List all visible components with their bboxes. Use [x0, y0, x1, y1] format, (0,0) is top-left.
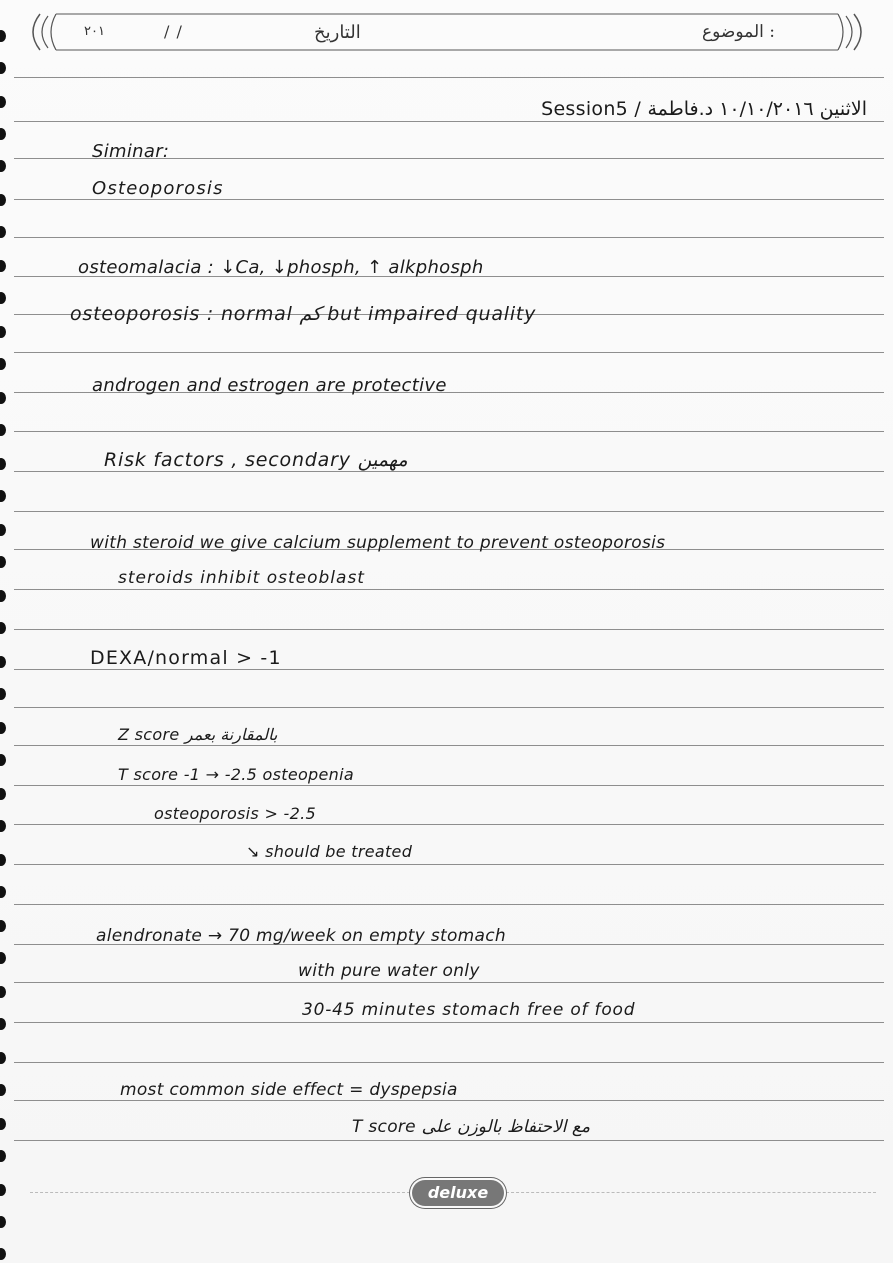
- ruled-line: [14, 237, 884, 238]
- note-zscore: Z score بالمقارنة بعمر: [118, 725, 278, 744]
- binder-hole: [0, 128, 6, 140]
- binder-hole: [0, 1216, 6, 1228]
- binder-hole: [0, 854, 6, 866]
- binder-hole: [0, 952, 6, 964]
- note-dexa: DEXA/normal > -1: [90, 647, 282, 669]
- ruled-line: [14, 745, 884, 746]
- ruled-line: [14, 199, 884, 200]
- binder-hole: [0, 194, 6, 206]
- binder-hole: [0, 656, 6, 668]
- binder-hole: [0, 30, 6, 42]
- binder-hole: [0, 1150, 6, 1162]
- ruled-line: [14, 511, 884, 512]
- binder-hole: [0, 590, 6, 602]
- binder-hole: [0, 1184, 6, 1196]
- binder-hole: [0, 986, 6, 998]
- ruled-line: [14, 121, 884, 122]
- binder-hole: [0, 820, 6, 832]
- note-androgen: androgen and estrogen are protective: [92, 375, 447, 396]
- note-osteoporosis-threshold: osteoporosis > -2.5: [154, 804, 316, 823]
- binder-hole: [0, 96, 6, 108]
- footer-dashed-line-right: [506, 1192, 876, 1193]
- ruled-line: [14, 471, 884, 472]
- binder-hole: [0, 326, 6, 338]
- header-year: ٢٠١: [84, 24, 105, 39]
- ruled-line: [14, 904, 884, 905]
- binder-hole: [0, 1084, 6, 1096]
- note-steroid: with steroid we give calcium supplement to prevent osteoporosis: [90, 533, 666, 553]
- note-steroid-inhibit: steroids inhibit osteoblast: [118, 568, 365, 588]
- ruled-line: [14, 352, 884, 353]
- binder-hole: [0, 226, 6, 238]
- binder-hole: [0, 524, 6, 536]
- header-subject-label: الموضوع :: [702, 22, 776, 42]
- ruled-line: [14, 707, 884, 708]
- page-header: [22, 10, 872, 54]
- note-topic: Osteoporosis: [92, 178, 224, 199]
- footer-dashed-line-left: [30, 1192, 410, 1193]
- ruled-line: [14, 77, 884, 78]
- binder-hole: [0, 622, 6, 634]
- note-osteoporosis-def: osteoporosis : normal كم but impaired quality: [70, 303, 537, 325]
- header-date: [84, 22, 384, 46]
- note-risk-factors: Risk factors , secondary مهمين: [104, 449, 408, 471]
- binder-hole: [0, 160, 6, 172]
- binder-hole: [0, 458, 6, 470]
- note-siminar: Siminar:: [92, 141, 170, 162]
- ruled-line: [14, 1062, 884, 1063]
- note-osteomalacia: osteomalacia : ↓Ca, ↓phosph, ↑ alkphosph: [78, 257, 484, 278]
- ruled-line: [14, 785, 884, 786]
- ruled-line: [14, 629, 884, 630]
- binder-hole: [0, 292, 6, 304]
- binder-hole: [0, 754, 6, 766]
- binder-hole: [0, 358, 6, 370]
- note-session: Session5 / الاثنين ١٠/١٠/٢٠١٦ د.فاطمة: [541, 98, 867, 120]
- ruled-line: [14, 669, 884, 670]
- ruled-line: [14, 824, 884, 825]
- binder-hole: [0, 556, 6, 568]
- ruled-line: [14, 1140, 884, 1141]
- binder-hole: [0, 62, 6, 74]
- binder-holes: [0, 0, 12, 1263]
- note-side-effect: most common side effect = dyspepsia: [120, 1080, 458, 1100]
- binder-hole: [0, 260, 6, 272]
- ruled-line: [14, 864, 884, 865]
- binder-hole: [0, 424, 6, 436]
- binder-hole: [0, 1018, 6, 1030]
- note-should-be-treated: ↘ should be treated: [246, 842, 413, 861]
- binder-hole: [0, 886, 6, 898]
- ruled-line: [14, 982, 884, 983]
- binder-hole: [0, 1052, 6, 1064]
- ruled-line: [14, 589, 884, 590]
- note-alendronate: alendronate → 70 mg/week on empty stomach: [96, 926, 506, 946]
- deluxe-logo: deluxe: [412, 1180, 504, 1206]
- note-minutes: 30-45 minutes stomach free of food: [302, 1000, 636, 1020]
- binder-hole: [0, 1118, 6, 1130]
- ruled-line: [14, 1100, 884, 1101]
- binder-hole: [0, 920, 6, 932]
- binder-hole: [0, 788, 6, 800]
- ruled-line: [14, 1022, 884, 1023]
- binder-hole: [0, 688, 6, 700]
- binder-hole: [0, 722, 6, 734]
- header-date-slashes: / /: [164, 22, 183, 41]
- binder-hole: [0, 490, 6, 502]
- binder-hole: [0, 392, 6, 404]
- header-date-label: التاريخ: [314, 22, 361, 43]
- ruled-line: [14, 431, 884, 432]
- note-pure-water: with pure water only: [298, 961, 480, 981]
- note-tscore: T score -1 → -2.5 osteopenia: [118, 765, 354, 784]
- note-tscore-arabic: T score مع الاحتفاظ بالوزن على: [352, 1117, 591, 1137]
- binder-hole: [0, 1248, 6, 1260]
